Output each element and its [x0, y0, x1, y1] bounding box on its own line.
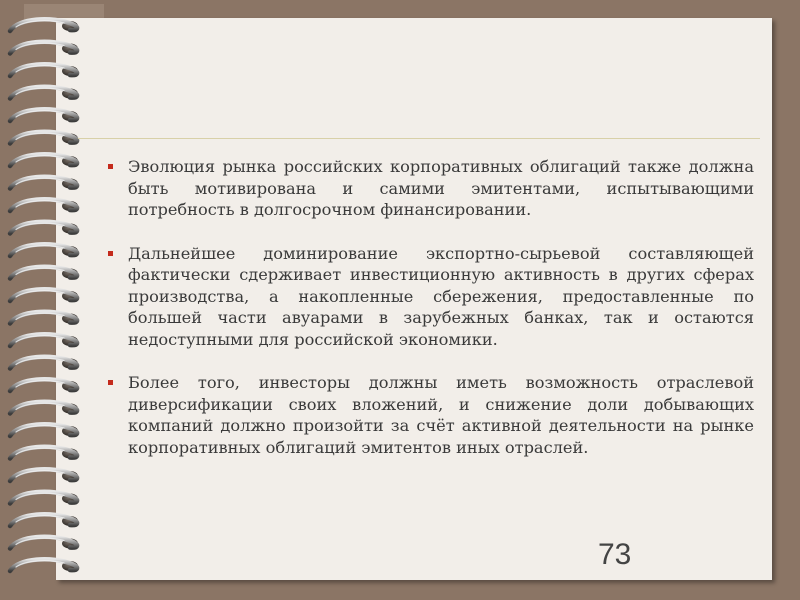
bullet-icon: [108, 380, 113, 385]
paragraph-text: Более того, инвесторы должны иметь возможность отраслевой диверсификации своих вложений, и снижение доли добывающих компаний должно произойти за счёт активной деятельности на рынке корпоративных облигаций эмитентов иных отраслей.: [128, 373, 754, 457]
slide-content: [108, 156, 754, 480]
page-number: 73: [598, 538, 632, 571]
header-divider: [78, 138, 760, 139]
paragraph-text: Дальнейшее доминирование экспортно-сырьевой составляющей фактически сдерживает инвестиционную активность в других сферах производства, а накопленные сбережения, предоставленные по большей части авуарами в зарубежных банках, так и остаются недоступными для российской экономики.: [128, 243, 754, 349]
bullet-icon: [108, 251, 113, 256]
bullet-paragraph: [108, 156, 754, 221]
bullet-icon: [108, 164, 113, 169]
paragraph-text: Эволюция рынка российских корпоративных облигаций также должна быть мотивирована и самими эмитентами, испытывающими потребность в долгосрочном финансировании.: [128, 157, 754, 219]
bullet-paragraph: [108, 372, 754, 458]
bullet-paragraph: [108, 243, 754, 351]
spiral-binding-icon: [0, 14, 90, 584]
